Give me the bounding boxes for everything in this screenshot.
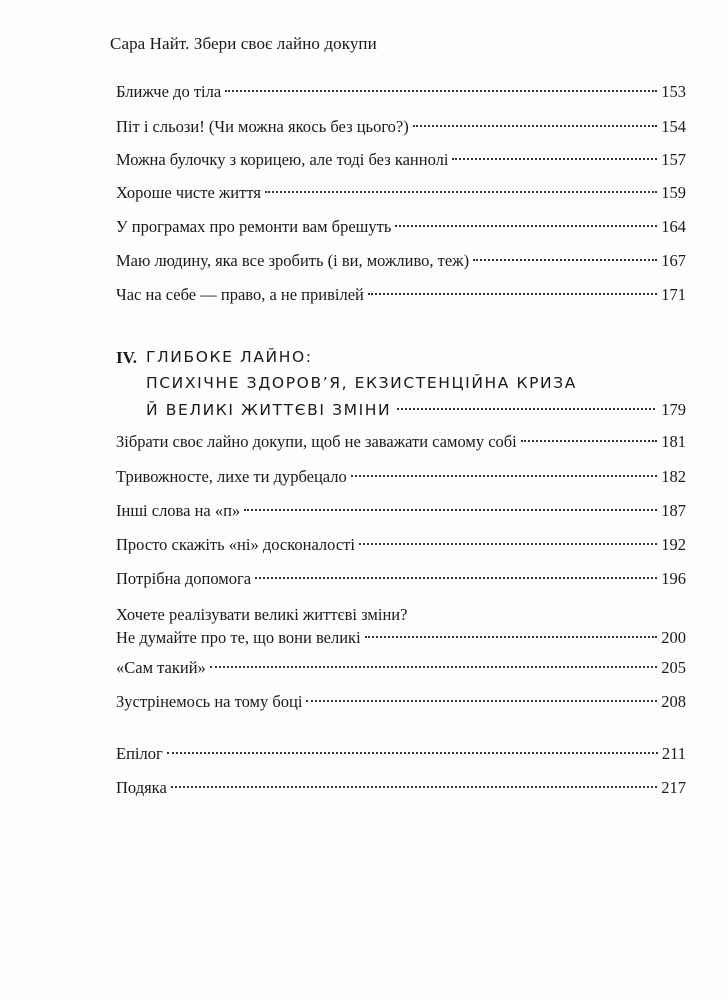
toc-entry-title: Маю людину, яка все зробить (і ви, можливо, теж) bbox=[116, 251, 470, 270]
dot-leader bbox=[473, 259, 657, 261]
dot-leader bbox=[306, 700, 657, 702]
toc-entry-title: Піт і сльози! (Чи можна якось без цього?) bbox=[116, 117, 409, 136]
toc-entry-title: Можна булочку з корицею, але тоді без каннолі bbox=[116, 150, 449, 169]
running-header: Сара Найт. Збери своє лайно докупи bbox=[110, 34, 377, 53]
dot-leader bbox=[365, 636, 658, 638]
dot-leader bbox=[521, 440, 658, 442]
toc-entry-page: 159 bbox=[661, 183, 686, 202]
toc-entry-title-line1: Хочете реалізувати великі життєві зміни? bbox=[116, 605, 408, 624]
dot-leader bbox=[395, 225, 657, 227]
toc-entry-page: 167 bbox=[661, 251, 686, 270]
toc-entry-page: 171 bbox=[661, 285, 686, 304]
dot-leader bbox=[368, 293, 657, 295]
toc-entry-page: 154 bbox=[661, 117, 686, 136]
dot-leader bbox=[452, 158, 657, 160]
toc-entry-title: Епілог bbox=[116, 744, 163, 763]
dot-leader bbox=[413, 125, 657, 127]
toc-entry bbox=[116, 776, 686, 800]
toc-entry-page: 205 bbox=[661, 658, 686, 677]
part-page: 179 bbox=[661, 400, 686, 419]
toc-entry-title: Час на себе — право, а не привілей bbox=[116, 285, 364, 304]
toc-entry bbox=[116, 430, 686, 454]
toc-entry-title: Зустрінемось на тому боці bbox=[116, 692, 303, 711]
dot-leader bbox=[171, 786, 657, 788]
part-title-line: ГЛИБОКЕ ЛАЙНО: bbox=[146, 348, 313, 366]
toc-entry-title: Хороше чисте життя bbox=[116, 183, 261, 202]
dot-leader bbox=[244, 509, 657, 511]
toc-entry-page: 192 bbox=[661, 535, 686, 554]
part-numeral: IV. bbox=[116, 348, 137, 367]
part-title-line: Й ВЕЛИКІ ЖИТТЄВІ ЗМІНИ bbox=[146, 401, 392, 419]
dot-leader bbox=[225, 90, 657, 92]
toc-entry bbox=[116, 249, 686, 273]
toc-entry-page: 208 bbox=[661, 692, 686, 711]
toc-entry-title: «Сам такий» bbox=[116, 658, 206, 677]
toc-entry-page: 181 bbox=[661, 432, 686, 451]
dot-leader bbox=[167, 752, 658, 754]
toc-entry-page: 211 bbox=[661, 744, 686, 763]
part-title-last-row bbox=[146, 396, 686, 423]
toc-entry-title: Тривожносте, лихе ти дурбецало bbox=[116, 467, 347, 486]
toc-entry bbox=[116, 742, 686, 766]
toc-entry-page: 200 bbox=[661, 628, 686, 647]
toc-entry bbox=[116, 181, 686, 205]
dot-leader bbox=[210, 666, 657, 668]
toc-entry bbox=[116, 215, 686, 239]
toc-entry-page: 164 bbox=[661, 217, 686, 236]
dot-leader bbox=[351, 475, 658, 477]
toc-entry-page: 153 bbox=[661, 82, 686, 101]
toc-entry-page: 187 bbox=[661, 501, 686, 520]
toc-entry bbox=[116, 690, 686, 714]
toc-entry bbox=[116, 465, 686, 489]
toc-entry-page: 217 bbox=[661, 778, 686, 797]
dot-leader bbox=[359, 543, 657, 545]
toc-entry-page: 196 bbox=[661, 569, 686, 588]
toc-entry bbox=[116, 80, 686, 104]
toc-entry-title: Не думайте про те, що вони великі bbox=[116, 628, 361, 647]
toc-entry-title: Ближче до тіла bbox=[116, 82, 222, 101]
toc-entry bbox=[116, 567, 686, 591]
toc-entry bbox=[116, 656, 686, 680]
toc-entry bbox=[116, 148, 686, 172]
dot-leader bbox=[265, 191, 657, 193]
toc-entry bbox=[116, 626, 686, 650]
toc-entry bbox=[116, 499, 686, 523]
toc-entry-title: Зібрати своє лайно докупи, щоб не заважати самому собі bbox=[116, 432, 517, 451]
toc-entry-title: Просто скажіть «ні» досконалості bbox=[116, 535, 355, 554]
toc-entry-title: Подяка bbox=[116, 778, 167, 797]
dot-leader bbox=[255, 577, 657, 579]
toc-entry bbox=[116, 533, 686, 557]
part-title-line: ПСИХІЧНЕ ЗДОРОВ’Я, ЕКЗИСТЕНЦІЙНА КРИЗА bbox=[146, 374, 577, 392]
toc-entry bbox=[116, 115, 686, 139]
toc-entry-title: Потрібна допомога bbox=[116, 569, 252, 588]
toc-entry-title: У програмах про ремонти вам брешуть bbox=[116, 217, 392, 236]
toc-entry-page: 182 bbox=[661, 467, 686, 486]
toc-entry-title: Інші слова на «п» bbox=[116, 501, 241, 520]
toc-entry bbox=[116, 283, 686, 307]
toc-entry-page: 157 bbox=[661, 150, 686, 169]
dot-leader bbox=[397, 408, 655, 410]
